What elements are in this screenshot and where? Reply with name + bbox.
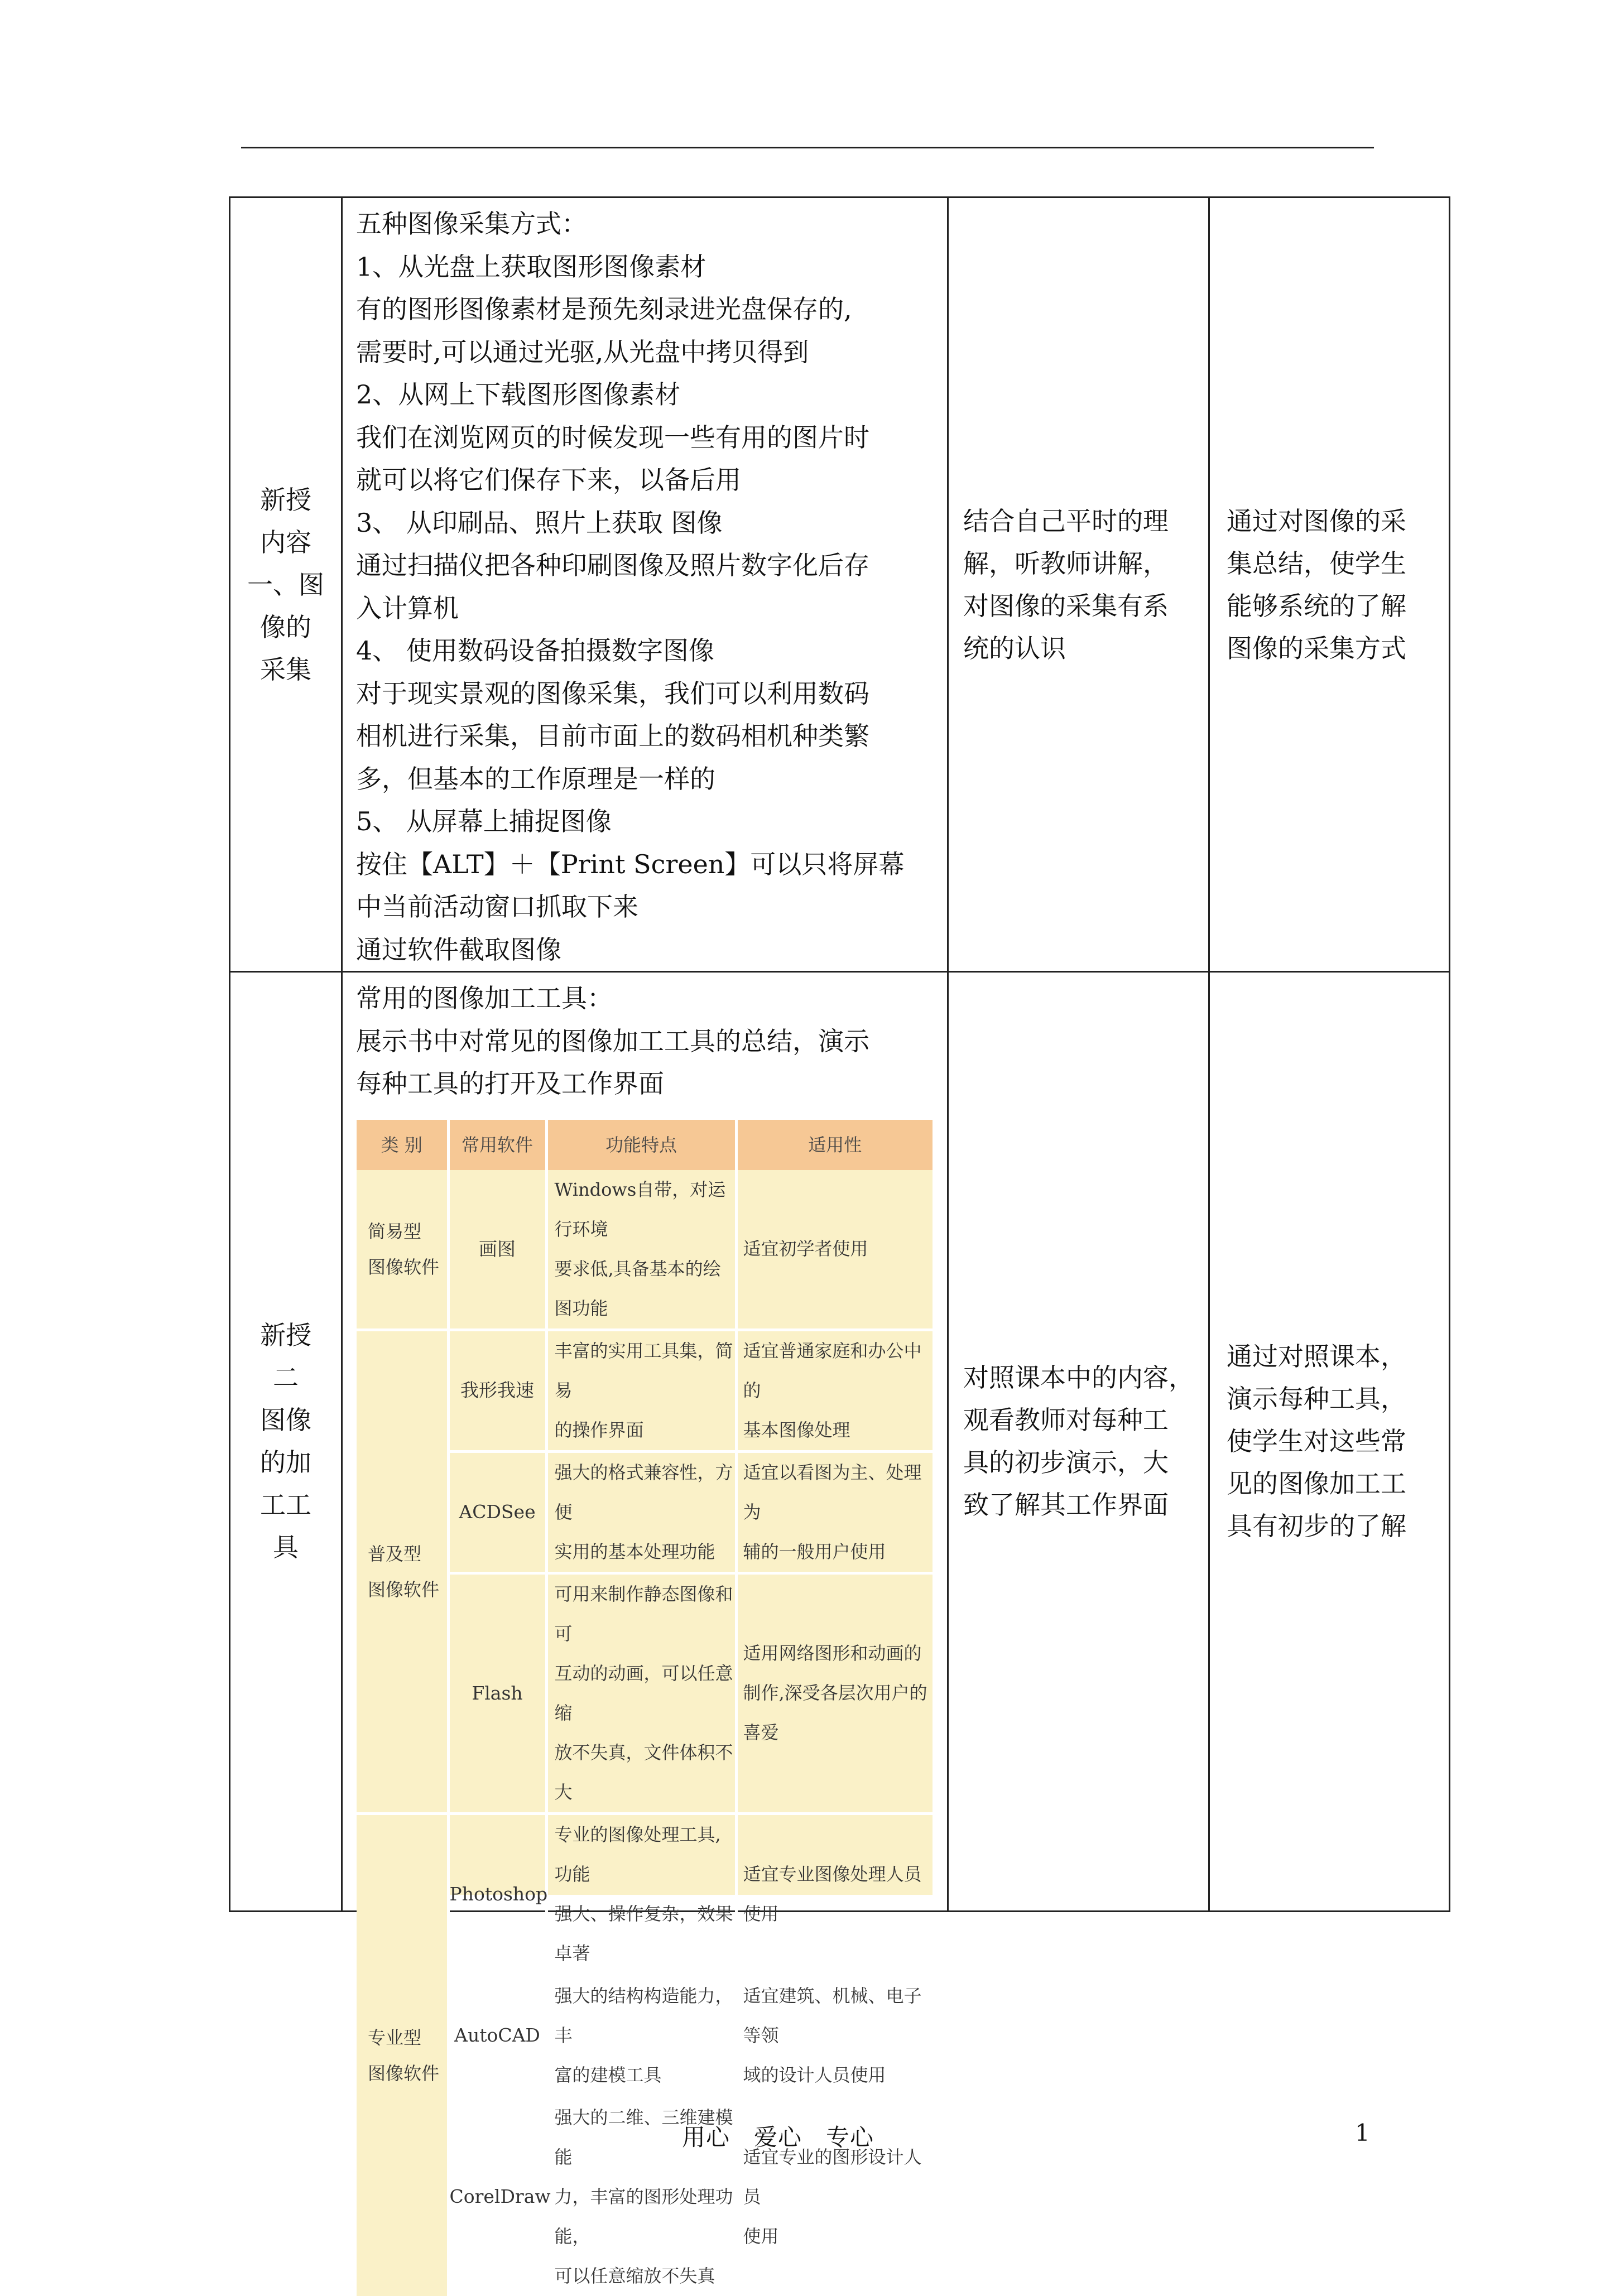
category-line: 普及型	[368, 1543, 422, 1565]
content-line: 通过扫描仪把各种印刷图像及照片数字化后存	[356, 550, 869, 580]
category-line: 图像软件	[368, 1256, 440, 1278]
content-line: 多，但基本的工作原理是一样的	[356, 763, 715, 794]
row1-label-line: 一、图	[247, 569, 324, 600]
header-suitability: 适用性	[736, 1120, 933, 1170]
row1-content	[342, 198, 948, 972]
content-line: 4、 使用数码设备拍摄数字图像	[356, 636, 714, 666]
row2-label-line: 图像	[260, 1405, 311, 1436]
content-line: 就可以将它们保存下来，以备后用	[356, 465, 741, 495]
use-line: 使用	[743, 2225, 779, 2247]
use-line: 适宜以看图为主、处理为	[743, 1461, 922, 1523]
feature-line: 专业的图像处理工具,功能	[554, 1823, 721, 1885]
feature-cell	[546, 1170, 736, 1330]
content-line: 有的图形图像素材是预先刻录进光盘保存的,	[356, 294, 852, 324]
feature-cell	[546, 1813, 736, 1975]
use-line: 适宜建筑、机械、电子等领	[743, 1985, 922, 2046]
row1-label	[230, 198, 342, 972]
software-name: 画图	[448, 1170, 546, 1330]
student-line: 对照课本中的内容，	[963, 1363, 1194, 1393]
content-line: 按住【ALT】＋【Print Screen】可以只将屏幕	[356, 849, 905, 879]
row1-label-line: 采集	[260, 654, 311, 685]
table-row	[357, 1330, 933, 1451]
content-line: 3、 从印刷品、照片上获取 图像	[356, 507, 723, 538]
content-line: 相机进行采集，目前市面上的数码相机种类繁	[356, 721, 869, 751]
category-line: 专业型	[368, 2027, 422, 2048]
category-line: 简易型	[368, 1220, 422, 1242]
content-line: 需要时,可以通过光驱,从光盘中拷贝得到	[356, 336, 809, 367]
purpose-line: 使学生对这些常	[1227, 1426, 1406, 1457]
use-cell	[736, 1451, 933, 1573]
row2-label-line: 二	[273, 1363, 299, 1393]
use-cell	[736, 1975, 933, 2096]
use-line: 基本图像处理	[743, 1419, 850, 1441]
content-line: 每种工具的打开及工作界面	[356, 1068, 664, 1099]
table-row	[357, 1170, 933, 1330]
row1-student-activity	[948, 198, 1209, 972]
feature-line: 丰富的实用工具集，简易	[554, 1340, 733, 1401]
row1-label-line: 内容	[260, 527, 311, 557]
content-line: 常用的图像加工工具：	[356, 983, 613, 1013]
feature-line: 互动的动画，可以任意缩	[554, 1662, 733, 1724]
header-features: 功能特点	[546, 1120, 736, 1170]
row-image-capture	[230, 198, 1450, 972]
feature-line: 放不失真，文件体积不大	[554, 1741, 733, 1803]
row2-label-line: 工工	[260, 1490, 311, 1520]
feature-line: 强大的结构构造能力，丰	[554, 1985, 733, 2046]
use-line: 适宜初学者使用	[743, 1238, 868, 1259]
category-popular	[357, 1330, 448, 1813]
use-cell	[736, 1573, 933, 1813]
row2-label-line: 的加	[260, 1447, 311, 1478]
use-line: 喜爱	[743, 1722, 779, 1743]
content-line: 展示书中对常见的图像加工工具的总结，演示	[356, 1026, 869, 1056]
feature-line: 实用的基本处理功能	[554, 1541, 715, 1562]
table-row	[357, 1813, 933, 1975]
tools-header-row	[357, 1120, 933, 1170]
header-rule	[241, 147, 1374, 148]
footer-motto: 用心 爱心 专心	[682, 2124, 874, 2151]
student-line: 观看教师对每种工	[963, 1405, 1169, 1436]
content-line: 我们在浏览网页的时候发现一些有用的图片时	[356, 422, 869, 453]
row2-student-activity	[948, 972, 1209, 1912]
use-line: 制作,深受各层次用户的	[743, 1682, 927, 1703]
use-line: 辅的一般用户使用	[743, 1541, 886, 1562]
student-line: 统的认识	[963, 633, 1066, 663]
content-line: 五种图像采集方式：	[356, 209, 587, 239]
purpose-line: 图像的采集方式	[1227, 633, 1406, 663]
student-line: 结合自己平时的理	[963, 506, 1169, 536]
software-name: 我形我速	[448, 1330, 546, 1451]
feature-line: 可以任意缩放不失真	[554, 2265, 715, 2287]
feature-line: 强大的二维、三维建模能	[554, 2106, 733, 2168]
use-line: 适用网络图形和动画的	[743, 1643, 922, 1664]
purpose-line: 通过对照课本，	[1227, 1341, 1406, 1372]
software-name: Photoshop	[448, 1813, 546, 1975]
software-name: CorelDraw	[448, 2096, 546, 2296]
content-line: 入计算机	[356, 593, 459, 623]
use-cell	[736, 1813, 933, 1975]
feature-line: 强大的格式兼容性，方便	[554, 1461, 733, 1523]
feature-line: 强大、操作复杂，效果卓著	[554, 1903, 733, 1964]
student-line: 解，听教师讲解，	[963, 548, 1169, 579]
category-simple	[357, 1170, 448, 1330]
feature-cell	[546, 1573, 736, 1813]
purpose-line: 通过对图像的采	[1227, 506, 1406, 536]
content-line: 5、 从屏幕上捕捉图像	[356, 806, 612, 836]
row1-label-line: 像的	[260, 612, 311, 642]
content-line: 通过软件截取图像	[356, 934, 561, 965]
student-line: 致了解其工作界面	[963, 1490, 1169, 1520]
header-category: 类 别	[357, 1120, 448, 1170]
content-line: 中当前活动窗口抓取下来	[356, 892, 638, 922]
row2-label	[230, 972, 342, 1912]
category-professional	[357, 1813, 448, 2296]
purpose-line: 集总结，使学生	[1227, 548, 1406, 579]
feature-cell	[546, 1330, 736, 1451]
category-line: 图像软件	[368, 2062, 440, 2084]
content-line: 1、从光盘上获取图形图像素材	[356, 251, 706, 282]
feature-line: 可用来制作静态图像和可	[554, 1583, 733, 1644]
row2-label-line: 具	[273, 1532, 299, 1563]
feature-line: 的操作界面	[554, 1419, 644, 1441]
row2-design-purpose	[1209, 972, 1450, 1912]
row-image-tools	[230, 972, 1450, 1912]
use-line: 域的设计人员使用	[743, 2064, 886, 2086]
use-line: 适宜专业的图形设计人员	[743, 2146, 922, 2207]
category-line: 图像软件	[368, 1578, 440, 1600]
student-line: 对图像的采集有系	[963, 590, 1169, 621]
use-line: 使用	[743, 1903, 779, 1924]
purpose-line: 见的图像加工工	[1227, 1469, 1406, 1499]
header-software: 常用软件	[448, 1120, 546, 1170]
purpose-line: 具有初步的了解	[1227, 1511, 1406, 1542]
feature-line: 富的建模工具	[554, 2064, 662, 2086]
use-cell	[736, 1170, 933, 1330]
use-cell	[736, 1330, 933, 1451]
student-line: 具的初步演示，大	[963, 1447, 1169, 1478]
use-line: 适宜普通家庭和办公中的	[743, 1340, 922, 1401]
software-name: AutoCAD	[448, 1975, 546, 2096]
purpose-line: 演示每种工具，	[1227, 1384, 1406, 1414]
feature-line: 要求低,具备基本的绘图功能	[554, 1258, 721, 1319]
software-name: ACDSee	[448, 1451, 546, 1573]
feature-line: Windows自带，对运行环境	[554, 1178, 726, 1240]
content-line: 对于现实景观的图像采集，我们可以利用数码	[356, 678, 869, 709]
feature-cell	[546, 1975, 736, 2096]
feature-line: 力，丰富的图形处理功能，	[554, 2186, 733, 2247]
row2-label-line: 新授	[260, 1320, 311, 1351]
row1-label-line: 新授	[260, 484, 311, 515]
use-line: 适宜专业图像处理人员	[743, 1863, 922, 1885]
row1-design-purpose	[1209, 198, 1450, 972]
purpose-line: 能够系统的了解	[1227, 590, 1406, 621]
content-line: 2、从网上下载图形图像素材	[356, 379, 681, 410]
feature-cell	[546, 1451, 736, 1573]
software-name: Flash	[448, 1573, 546, 1813]
page-number: 1	[1355, 2119, 1370, 2146]
